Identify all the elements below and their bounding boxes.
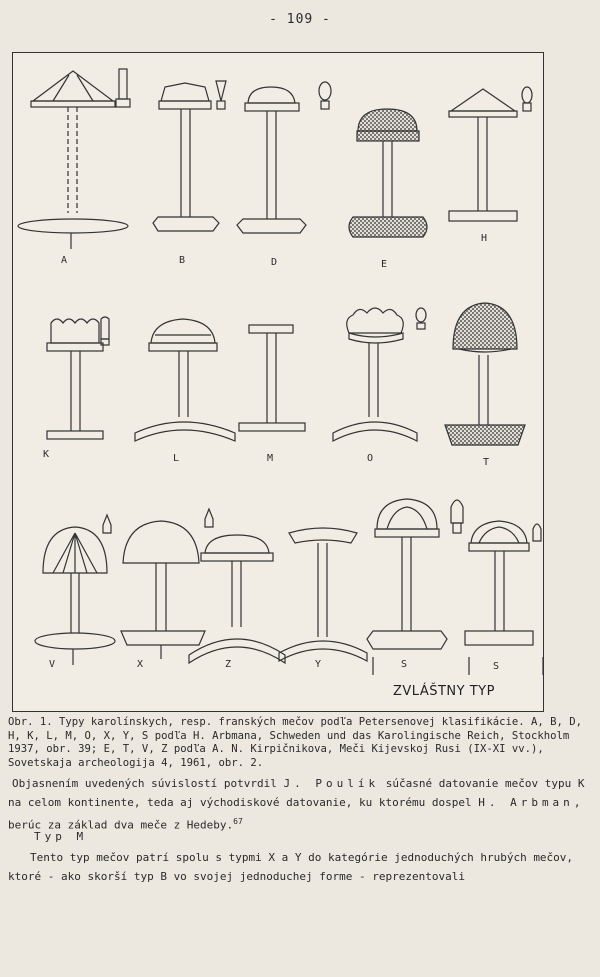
sword-type-m: [239, 325, 305, 431]
paragraph-1-prefix: Objasnením uvedených súvislostí potvrdil: [12, 777, 284, 790]
paragraph-1-suffix: , berúc za základ dva meče z Hedeby.: [8, 796, 581, 832]
label-x: X: [137, 659, 144, 670]
sword-type-h: [449, 87, 532, 221]
figure-caption: Obr. 1. Typy karolínskych, resp. franských mečov podľa Petersenovej klasifikácie. A, B, D, H, K, L, M, O, X, Y, S podľa H. Arbmana, Schweden und das Karolingische Reich, Stockholm 1937, obr. 39; E, T, V, Z podľa A. N. Kirpičnikova, Meči Kijevskoj Rusi (IX-XI vv.), Sovetskaja archeologija 4, 1961, obr. 2.: [8, 716, 583, 769]
label-s-1: S: [401, 659, 408, 670]
label-l: L: [173, 453, 180, 464]
label-v: V: [49, 659, 56, 670]
footnote-ref: 67: [233, 817, 243, 826]
label-y: Y: [315, 659, 322, 670]
type-labels: [43, 233, 499, 672]
author-arbman: H. Arbman: [478, 796, 574, 809]
sword-type-y: [279, 528, 367, 661]
sword-type-e: [349, 109, 427, 237]
label-m: M: [267, 453, 274, 464]
sword-type-z: [189, 535, 285, 663]
author-poulik: J. Poulík: [283, 777, 380, 790]
sword-type-b: [153, 81, 226, 231]
sword-type-s-2: [465, 521, 541, 645]
page-number: - 109 -: [269, 12, 331, 27]
label-z: Z: [225, 659, 232, 670]
sword-type-d: [237, 82, 331, 233]
sword-type-x: [121, 509, 213, 659]
label-k: K: [43, 449, 50, 460]
sword-type-v: [35, 515, 115, 665]
label-e: E: [381, 259, 388, 270]
sword-type-k: [47, 317, 109, 439]
paragraph-1: [8, 774, 593, 835]
sword-typology-figure: [12, 52, 544, 712]
sword-type-t: [445, 303, 525, 445]
sword-type-o: [333, 308, 426, 441]
paragraph-2: Tento typ mečov patrí spolu s typmi X a Y do kategórie jednoduchých hrubých mečov, ktoré - ako skorší typ B vo svojej jednoduchej forme - reprezentovali: [8, 851, 574, 883]
special-type-group: [373, 657, 543, 699]
sword-drawings: [13, 53, 543, 711]
label-s-2: S: [493, 661, 500, 672]
label-a: A: [61, 255, 68, 266]
label-t: T: [483, 457, 490, 468]
special-type-label: ZVLÁŠTNY TYP: [393, 684, 495, 699]
section-heading: Typ M: [34, 830, 88, 843]
paragraph-1-middle: súčasné datovanie mečov typu K na celom kontinente, teda aj východiskové datovanie, ku ktorému dospel: [8, 777, 585, 809]
sword-type-l: [135, 319, 235, 441]
label-o: O: [367, 453, 374, 464]
label-d: D: [271, 257, 278, 268]
sword-type-s-1: [367, 499, 463, 649]
sword-type-a: [18, 69, 130, 249]
label-h: H: [481, 233, 488, 244]
label-b: B: [179, 255, 186, 266]
